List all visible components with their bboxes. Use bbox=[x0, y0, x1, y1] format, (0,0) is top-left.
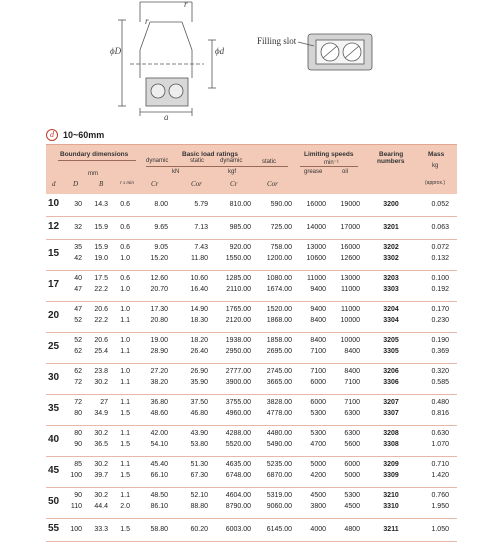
outer-diameter-cell: 42 bbox=[74, 255, 82, 262]
bore-diameter-cell: 40 bbox=[48, 434, 60, 445]
mass-cell: 0.630 bbox=[431, 430, 449, 437]
mass-cell: 0.585 bbox=[431, 379, 449, 386]
outer-diameter-cell: 90 bbox=[74, 441, 82, 448]
cor-kgf-cell: 3665.00 bbox=[266, 379, 292, 386]
bore-diameter-cell: 20 bbox=[48, 310, 60, 321]
cor-kgf-cell: 5235.00 bbox=[266, 461, 292, 468]
cor-kgf-cell: 1674.00 bbox=[266, 286, 292, 293]
table-row-group bbox=[46, 488, 457, 519]
chamfer-cell: 1.5 bbox=[120, 410, 130, 417]
cr-kn-cell: 8.00 bbox=[154, 201, 168, 208]
bore-diameter-cell: 55 bbox=[48, 523, 60, 534]
speed-grease-cell: 3800 bbox=[310, 503, 326, 510]
cor-kn-cell: 43.90 bbox=[190, 430, 208, 437]
header-sym-cor: Cor bbox=[191, 180, 202, 188]
table-header bbox=[46, 144, 457, 194]
cor-kn-cell: 26.40 bbox=[190, 348, 208, 355]
speed-oil-cell: 4500 bbox=[344, 503, 360, 510]
outer-diameter-cell: 110 bbox=[70, 503, 82, 510]
chamfer-cell: 1.5 bbox=[120, 526, 130, 533]
outer-diameter-cell: 32 bbox=[74, 224, 82, 231]
width-cell: 30.2 bbox=[94, 492, 108, 499]
header-rule-speed bbox=[300, 166, 358, 167]
header-min: min⁻¹ bbox=[324, 160, 339, 166]
cr-kgf-cell: 810.00 bbox=[229, 201, 251, 208]
width-cell: 30.2 bbox=[94, 461, 108, 468]
speed-grease-cell: 4500 bbox=[310, 492, 326, 499]
speed-grease-cell: 4000 bbox=[310, 526, 326, 533]
bearing-number-cell: 3205 bbox=[383, 337, 399, 344]
outer-diameter-cell: 47 bbox=[74, 286, 82, 293]
cor-kn-cell: 7.43 bbox=[194, 244, 208, 251]
header-sym-r: r s min bbox=[120, 181, 134, 186]
width-cell: 20.6 bbox=[94, 337, 108, 344]
outer-diameter-cell: 40 bbox=[74, 275, 82, 282]
cr-kn-cell: 17.30 bbox=[150, 306, 168, 313]
chamfer-cell: 1.0 bbox=[120, 255, 130, 262]
speed-oil-cell: 5600 bbox=[344, 441, 360, 448]
cor-kn-cell: 52.10 bbox=[190, 492, 208, 499]
cr-kn-cell: 15.20 bbox=[150, 255, 168, 262]
label-width-a: a bbox=[164, 112, 169, 122]
bearing-number-cell: 3211 bbox=[383, 526, 399, 533]
cr-kn-cell: 86.10 bbox=[150, 503, 168, 510]
chamfer-cell: 1.1 bbox=[120, 492, 130, 499]
cor-kn-cell: 35.90 bbox=[190, 379, 208, 386]
speed-oil-cell: 5300 bbox=[344, 492, 360, 499]
mass-cell: 0.816 bbox=[431, 410, 449, 417]
header-kn: kN bbox=[172, 169, 180, 175]
mass-cell: 0.230 bbox=[431, 317, 449, 324]
mass-cell: 0.063 bbox=[431, 224, 449, 231]
section-title: 10~60mm bbox=[63, 130, 105, 140]
speed-oil-cell: 10000 bbox=[340, 317, 360, 324]
bore-diameter-cell: 45 bbox=[48, 465, 60, 476]
speed-oil-cell: 8400 bbox=[344, 348, 360, 355]
table-row-group bbox=[46, 426, 457, 457]
speed-grease-cell: 9400 bbox=[310, 306, 326, 313]
table-row-group bbox=[46, 217, 457, 240]
bearing-number-cell: 3303 bbox=[383, 286, 399, 293]
bearing-number-cell: 3308 bbox=[383, 441, 399, 448]
cr-kgf-cell: 2110.00 bbox=[226, 286, 251, 293]
mass-cell: 0.760 bbox=[431, 492, 449, 499]
cr-kn-cell: 38.20 bbox=[150, 379, 168, 386]
cor-kgf-cell: 4480.00 bbox=[266, 430, 292, 437]
speed-grease-cell: 14000 bbox=[306, 224, 326, 231]
mass-cell: 0.052 bbox=[431, 201, 449, 208]
cr-kn-cell: 48.50 bbox=[150, 492, 168, 499]
width-cell: 30.2 bbox=[94, 379, 108, 386]
cr-kgf-cell: 1550.00 bbox=[225, 255, 251, 262]
outer-diameter-cell: 62 bbox=[74, 368, 82, 375]
cr-kgf-cell: 1938.00 bbox=[225, 337, 251, 344]
speed-grease-cell: 4200 bbox=[310, 472, 326, 479]
header-numbers: numbers bbox=[377, 158, 405, 165]
cor-kn-cell: 11.80 bbox=[191, 255, 208, 262]
cr-kgf-cell: 920.00 bbox=[229, 244, 251, 251]
mass-cell: 0.190 bbox=[431, 337, 449, 344]
header-sym-D: D bbox=[73, 180, 79, 188]
cor-kgf-cell: 1858.00 bbox=[266, 337, 292, 344]
width-cell: 14.3 bbox=[94, 201, 108, 208]
bearing-number-cell: 3201 bbox=[383, 224, 399, 231]
cor-kgf-cell: 1868.00 bbox=[266, 317, 292, 324]
chamfer-cell: 1.1 bbox=[120, 379, 130, 386]
width-cell: 22.2 bbox=[94, 286, 108, 293]
speed-grease-cell: 5000 bbox=[310, 461, 326, 468]
bearing-number-cell: 3302 bbox=[383, 255, 399, 262]
label-r-top: r bbox=[184, 0, 188, 9]
cor-kgf-cell: 758.00 bbox=[270, 244, 292, 251]
mass-cell: 0.369 bbox=[431, 348, 449, 355]
speed-grease-cell: 6000 bbox=[310, 379, 326, 386]
cr-kgf-cell: 4960.00 bbox=[225, 410, 251, 417]
table-body bbox=[46, 194, 457, 542]
chamfer-cell: 1.1 bbox=[120, 399, 130, 406]
section-header bbox=[46, 129, 104, 141]
width-cell: 19.0 bbox=[94, 255, 108, 262]
cr-kgf-cell: 8790.00 bbox=[225, 503, 251, 510]
bearing-table bbox=[46, 144, 457, 542]
cr-kn-cell: 20.80 bbox=[150, 317, 168, 324]
header-oil: oil bbox=[342, 169, 349, 175]
header-rule-mm bbox=[58, 160, 136, 161]
mass-cell: 0.072 bbox=[431, 244, 449, 251]
speed-oil-cell: 17000 bbox=[340, 224, 360, 231]
table-row-group bbox=[46, 457, 457, 488]
cor-kn-cell: 7.13 bbox=[194, 224, 208, 231]
header-sym-d: d bbox=[52, 180, 56, 188]
outer-diameter-cell: 30 bbox=[74, 201, 82, 208]
speed-grease-cell: 9400 bbox=[310, 286, 326, 293]
bearing-number-cell: 3207 bbox=[383, 399, 399, 406]
header-static-kn: static bbox=[190, 158, 205, 164]
cor-kn-cell: 53.80 bbox=[190, 441, 208, 448]
chamfer-cell: 2.0 bbox=[120, 503, 130, 510]
cr-kgf-cell: 3755.00 bbox=[225, 399, 251, 406]
speed-grease-cell: 5300 bbox=[310, 410, 326, 417]
speed-oil-cell: 7100 bbox=[344, 379, 360, 386]
speed-oil-cell: 10000 bbox=[340, 337, 360, 344]
outer-diameter-cell: 72 bbox=[74, 379, 82, 386]
speed-oil-cell: 16000 bbox=[340, 244, 360, 251]
table-row-group bbox=[46, 194, 457, 217]
cr-kn-cell: 9.65 bbox=[154, 224, 168, 231]
cr-kn-cell: 58.80 bbox=[150, 526, 168, 533]
width-cell: 23.8 bbox=[94, 368, 108, 375]
width-cell: 39.7 bbox=[94, 472, 108, 479]
cr-kgf-cell: 4604.00 bbox=[225, 492, 251, 499]
width-cell: 33.3 bbox=[94, 526, 108, 533]
cr-kn-cell: 12.60 bbox=[150, 275, 168, 282]
cor-kn-cell: 60.20 bbox=[190, 526, 208, 533]
width-cell: 25.4 bbox=[94, 348, 108, 355]
cor-kgf-cell: 9060.00 bbox=[266, 503, 292, 510]
bore-diameter-cell: 35 bbox=[48, 403, 60, 414]
header-kgf: kgf bbox=[228, 169, 237, 175]
speed-oil-cell: 6300 bbox=[344, 410, 360, 417]
speed-oil-cell: 6300 bbox=[344, 430, 360, 437]
cr-kgf-cell: 3900.00 bbox=[225, 379, 251, 386]
speed-grease-cell: 7100 bbox=[310, 368, 326, 375]
cr-kgf-cell: 4288.00 bbox=[225, 430, 251, 437]
bearing-number-cell: 3204 bbox=[383, 306, 399, 313]
cr-kgf-cell: 985.00 bbox=[229, 224, 251, 231]
chamfer-cell: 0.6 bbox=[120, 224, 130, 231]
speed-grease-cell: 10600 bbox=[306, 255, 326, 262]
header-sym-B: B bbox=[99, 180, 104, 188]
cr-kgf-cell: 6748.00 bbox=[225, 472, 251, 479]
chamfer-cell: 1.1 bbox=[120, 430, 130, 437]
cor-kn-cell: 67.30 bbox=[190, 472, 208, 479]
cor-kgf-cell: 1200.00 bbox=[266, 255, 292, 262]
table-row-group bbox=[46, 271, 457, 302]
cor-kn-cell: 18.20 bbox=[190, 337, 208, 344]
cor-kgf-cell: 4778.00 bbox=[266, 410, 292, 417]
bore-diameter-cell: 10 bbox=[48, 198, 60, 209]
cor-kn-cell: 16.40 bbox=[190, 286, 208, 293]
chamfer-cell: 1.1 bbox=[120, 317, 130, 324]
mass-cell: 0.170 bbox=[431, 306, 449, 313]
cor-kgf-cell: 1520.00 bbox=[266, 306, 292, 313]
bearing-cross-section-drawing bbox=[0, 0, 500, 128]
table-row-group bbox=[46, 333, 457, 364]
cor-kgf-cell: 6145.00 bbox=[266, 526, 292, 533]
bearing-number-cell: 3202 bbox=[383, 244, 399, 251]
header-dynamic-kn: dynamic bbox=[146, 158, 169, 164]
header-limiting-speeds: Limiting speeds bbox=[304, 151, 354, 158]
speed-oil-cell: 11000 bbox=[341, 306, 360, 313]
width-cell: 20.6 bbox=[94, 306, 108, 313]
speed-oil-cell: 19000 bbox=[340, 201, 360, 208]
table-row-group bbox=[46, 395, 457, 426]
cor-kn-cell: 14.90 bbox=[190, 306, 208, 313]
bearing-number-cell: 3305 bbox=[383, 348, 399, 355]
cr-kn-cell: 28.90 bbox=[150, 348, 168, 355]
mass-cell: 1.420 bbox=[431, 472, 449, 479]
cor-kgf-cell: 3828.00 bbox=[266, 399, 292, 406]
bearing-number-cell: 3206 bbox=[383, 368, 399, 375]
speed-grease-cell: 5300 bbox=[310, 430, 326, 437]
chamfer-cell: 0.6 bbox=[120, 201, 130, 208]
chamfer-cell: 1.0 bbox=[120, 286, 130, 293]
mass-cell: 0.132 bbox=[431, 255, 449, 262]
cr-kn-cell: 48.60 bbox=[150, 410, 168, 417]
header-mm: mm bbox=[88, 171, 98, 177]
mass-cell: 0.710 bbox=[431, 461, 449, 468]
header-dynamic-kgf: dynamic bbox=[220, 158, 243, 164]
cor-kgf-cell: 5319.00 bbox=[266, 492, 292, 499]
header-sym-cr-kgf: Cr bbox=[230, 180, 238, 188]
speed-oil-cell: 12600 bbox=[340, 255, 360, 262]
speed-grease-cell: 11000 bbox=[307, 275, 326, 282]
chamfer-cell: 0.6 bbox=[120, 275, 130, 282]
bearing-number-cell: 3209 bbox=[383, 461, 399, 468]
cor-kgf-cell: 5490.00 bbox=[266, 441, 292, 448]
chamfer-cell: 1.5 bbox=[120, 472, 130, 479]
bearing-number-cell: 3306 bbox=[383, 379, 399, 386]
cor-kgf-cell: 590.00 bbox=[270, 201, 292, 208]
cr-kgf-cell: 2120.00 bbox=[225, 317, 251, 324]
bearing-number-cell: 3200 bbox=[383, 201, 399, 208]
speed-oil-cell: 6000 bbox=[344, 461, 360, 468]
mass-cell: 0.320 bbox=[431, 368, 449, 375]
bearing-number-cell: 3210 bbox=[383, 492, 399, 499]
chamfer-cell: 1.0 bbox=[120, 337, 130, 344]
label-r-left: r bbox=[145, 16, 149, 26]
cr-kgf-cell: 2950.00 bbox=[225, 348, 251, 355]
section-badge: d bbox=[46, 129, 58, 141]
outer-diameter-cell: 47 bbox=[74, 306, 82, 313]
width-cell: 17.5 bbox=[94, 275, 108, 282]
outer-diameter-cell: 35 bbox=[74, 244, 82, 251]
chamfer-cell: 1.0 bbox=[120, 306, 130, 313]
speed-oil-cell: 5000 bbox=[344, 472, 360, 479]
speed-oil-cell: 4800 bbox=[344, 526, 360, 533]
cr-kgf-cell: 1765.00 bbox=[225, 306, 251, 313]
mass-cell: 1.950 bbox=[431, 503, 449, 510]
header-sym-cr: Cr bbox=[151, 180, 159, 188]
chamfer-cell: 1.1 bbox=[120, 461, 130, 468]
header-basic-load-ratings: Basic load ratings bbox=[182, 151, 238, 158]
speed-grease-cell: 4700 bbox=[310, 441, 326, 448]
chamfer-cell: 0.6 bbox=[120, 244, 130, 251]
outer-diameter-cell: 80 bbox=[74, 430, 82, 437]
speed-oil-cell: 7100 bbox=[344, 399, 360, 406]
header-boundary-dimensions: Boundary dimensions bbox=[60, 151, 129, 158]
cor-kgf-cell: 1080.00 bbox=[266, 275, 292, 282]
width-cell: 22.2 bbox=[94, 317, 108, 324]
chamfer-cell: 1.0 bbox=[120, 368, 130, 375]
cr-kn-cell: 66.10 bbox=[150, 472, 168, 479]
header-static-kgf: static bbox=[262, 159, 277, 165]
header-mass: Mass bbox=[428, 151, 445, 158]
chamfer-cell: 1.1 bbox=[120, 348, 130, 355]
width-cell: 36.5 bbox=[94, 441, 108, 448]
outer-diameter-cell: 72 bbox=[74, 399, 82, 406]
cor-kgf-cell: 6870.00 bbox=[266, 472, 292, 479]
header-kg: kg bbox=[432, 163, 439, 169]
cor-kgf-cell: 2695.00 bbox=[266, 348, 292, 355]
cr-kn-cell: 9.05 bbox=[154, 244, 168, 251]
bore-diameter-cell: 30 bbox=[48, 372, 60, 383]
width-cell: 34.9 bbox=[94, 410, 108, 417]
cr-kgf-cell: 5520.00 bbox=[225, 441, 251, 448]
speed-grease-cell: 16000 bbox=[306, 201, 326, 208]
mass-cell: 1.050 bbox=[431, 526, 449, 533]
cor-kn-cell: 46.80 bbox=[190, 410, 208, 417]
outer-diameter-cell: 52 bbox=[74, 317, 82, 324]
speed-grease-cell: 13000 bbox=[306, 244, 326, 251]
width-cell: 27 bbox=[100, 399, 108, 406]
speed-oil-cell: 8400 bbox=[344, 368, 360, 375]
cr-kn-cell: 19.00 bbox=[150, 337, 168, 344]
bearing-number-cell: 3307 bbox=[383, 410, 399, 417]
width-cell: 44.4 bbox=[94, 503, 108, 510]
header-rule-load bbox=[146, 166, 288, 167]
cr-kgf-cell: 1285.00 bbox=[225, 275, 251, 282]
mass-cell: 1.070 bbox=[431, 441, 449, 448]
bore-diameter-cell: 50 bbox=[48, 496, 60, 507]
bearing-drawings bbox=[0, 0, 500, 128]
table-row-group bbox=[46, 240, 457, 271]
cr-kn-cell: 27.20 bbox=[150, 368, 168, 375]
speed-oil-cell: 13000 bbox=[340, 275, 360, 282]
speed-grease-cell: 8400 bbox=[310, 317, 326, 324]
cr-kn-cell: 20.70 bbox=[150, 286, 168, 293]
cr-kn-cell: 36.80 bbox=[150, 399, 168, 406]
outer-diameter-cell: 100 bbox=[70, 472, 82, 479]
speed-grease-cell: 8400 bbox=[310, 337, 326, 344]
outer-diameter-cell: 62 bbox=[74, 348, 82, 355]
chamfer-cell: 1.5 bbox=[120, 441, 130, 448]
cor-kgf-cell: 725.00 bbox=[270, 224, 292, 231]
header-sym-cor-kgf: Cor bbox=[267, 180, 278, 188]
outer-diameter-cell: 100 bbox=[70, 526, 82, 533]
width-cell: 15.9 bbox=[94, 244, 108, 251]
bearing-number-cell: 3208 bbox=[383, 430, 399, 437]
speed-grease-cell: 6000 bbox=[310, 399, 326, 406]
bearing-number-cell: 3203 bbox=[383, 275, 399, 282]
speed-oil-cell: 11000 bbox=[341, 286, 360, 293]
cor-kgf-cell: 2745.00 bbox=[266, 368, 292, 375]
filling-slot-label: Filling slot bbox=[257, 36, 297, 46]
cor-kn-cell: 26.90 bbox=[190, 368, 208, 375]
cr-kgf-cell: 2777.00 bbox=[225, 368, 251, 375]
cor-kn-cell: 37.50 bbox=[190, 399, 208, 406]
outer-diameter-cell: 85 bbox=[74, 461, 82, 468]
mass-cell: 0.480 bbox=[431, 399, 449, 406]
cor-kn-cell: 51.30 bbox=[190, 461, 208, 468]
cr-kgf-cell: 6003.00 bbox=[225, 526, 251, 533]
bearing-number-cell: 3309 bbox=[383, 472, 399, 479]
label-outer-diameter: ϕD bbox=[110, 46, 122, 56]
bore-diameter-cell: 15 bbox=[48, 248, 60, 259]
bearing-number-cell: 3310 bbox=[383, 503, 399, 510]
outer-diameter-cell: 80 bbox=[74, 410, 82, 417]
cr-kn-cell: 45.40 bbox=[150, 461, 168, 468]
mass-cell: 0.100 bbox=[431, 275, 449, 282]
header-approx: (approx.) bbox=[425, 180, 446, 186]
cr-kn-cell: 54.10 bbox=[150, 441, 168, 448]
header-grease: grease bbox=[304, 169, 323, 175]
outer-diameter-cell: 90 bbox=[74, 492, 82, 499]
outer-diameter-cell: 52 bbox=[74, 337, 82, 344]
cor-kn-cell: 10.60 bbox=[190, 275, 208, 282]
cr-kgf-cell: 4635.00 bbox=[225, 461, 251, 468]
bore-diameter-cell: 17 bbox=[48, 279, 60, 290]
bore-diameter-cell: 12 bbox=[48, 221, 60, 232]
bore-diameter-cell: 25 bbox=[48, 341, 60, 352]
label-bore-diameter: ϕd bbox=[215, 46, 225, 56]
width-cell: 15.9 bbox=[94, 224, 108, 231]
header-bearing: Bearing bbox=[379, 151, 404, 158]
table-row-group bbox=[46, 302, 457, 333]
width-cell: 30.2 bbox=[94, 430, 108, 437]
table-row-group bbox=[46, 364, 457, 395]
cor-kn-cell: 18.30 bbox=[190, 317, 208, 324]
speed-grease-cell: 7100 bbox=[310, 348, 326, 355]
mass-cell: 0.192 bbox=[431, 286, 449, 293]
cor-kn-cell: 88.80 bbox=[190, 503, 208, 510]
table-row-group bbox=[46, 519, 457, 542]
bearing-number-cell: 3304 bbox=[383, 317, 399, 324]
cr-kn-cell: 42.00 bbox=[150, 430, 168, 437]
cor-kn-cell: 5.79 bbox=[194, 201, 208, 208]
